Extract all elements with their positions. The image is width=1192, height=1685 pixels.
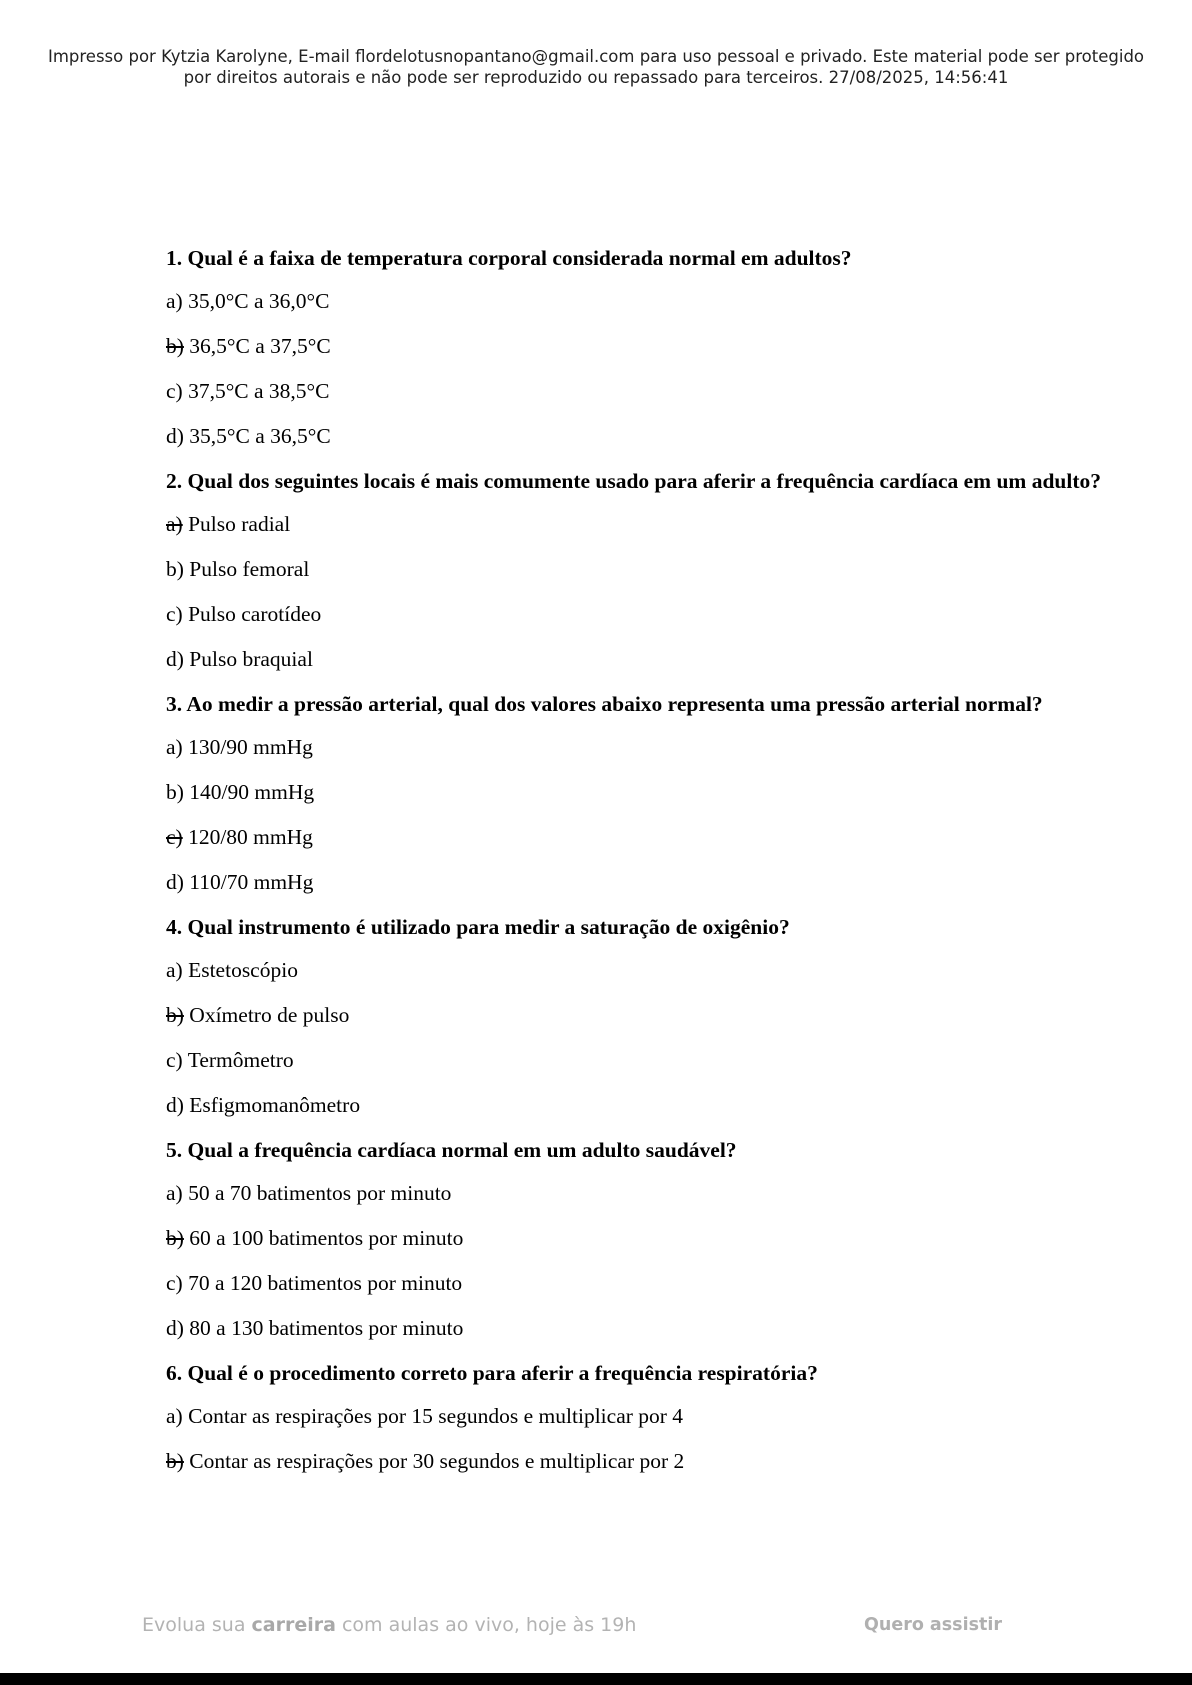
- option-c: [166, 1269, 1106, 1297]
- option-d: [166, 645, 1106, 673]
- question-list: [166, 244, 1106, 1492]
- option-text: 35,5°C a 36,5°C: [183, 424, 331, 448]
- option-letter: a): [166, 735, 183, 759]
- question-block: [166, 244, 1106, 450]
- question-text: 1. Qual é a faixa de temperatura corporal considerada normal em adultos?: [166, 246, 852, 270]
- option-letter: a): [166, 958, 183, 982]
- option-a: [166, 1179, 1106, 1207]
- option-text: 80 a 130 batimentos por minuto: [183, 1316, 464, 1340]
- option-text: 110/70 mmHg: [183, 870, 314, 894]
- option-text: Pulso braquial: [183, 647, 313, 671]
- option-text: Oxímetro de pulso: [183, 1003, 350, 1027]
- option-c: [166, 600, 1106, 628]
- option-c: [166, 377, 1106, 405]
- print-watermark: [40, 46, 1152, 88]
- promo-text-start: Evolua sua: [142, 1614, 252, 1636]
- option-letter: d): [166, 1093, 184, 1117]
- question-block: [166, 913, 1106, 1119]
- promo-text: [142, 1614, 636, 1636]
- option-text: Esfigmomanômetro: [183, 1093, 361, 1117]
- question-block: [166, 1359, 1106, 1475]
- option-letter-struck: c): [166, 825, 183, 849]
- option-letter: b): [166, 780, 184, 804]
- option-text: 36,5°C a 37,5°C: [183, 334, 331, 358]
- option-letter: c): [166, 602, 183, 626]
- option-text: Estetoscópio: [182, 958, 298, 982]
- option-letter-struck: b): [166, 1226, 184, 1250]
- option-letter-struck: b): [166, 1003, 184, 1027]
- option-letter-struck: b): [166, 334, 184, 358]
- question-text: 3. Ao medir a pressão arterial, qual dos valores abaixo representa uma pressão arterial normal?: [166, 692, 1043, 716]
- promo-text-bold: carreira: [251, 1614, 336, 1636]
- question-text: 2. Qual dos seguintes locais é mais comumente usado para aferir a frequência cardíaca em um adulto?: [166, 469, 1102, 493]
- option-letter: a): [166, 289, 183, 313]
- option-d: [166, 1314, 1106, 1342]
- option-letter: a): [166, 1181, 183, 1205]
- option-c: [166, 1046, 1106, 1074]
- question-block: [166, 1136, 1106, 1342]
- option-letter: d): [166, 1316, 184, 1340]
- option-b-marked: [166, 1224, 1106, 1252]
- watch-now-link[interactable]: Quero assistir: [863, 1615, 1002, 1635]
- option-letter: c): [166, 379, 183, 403]
- option-text: 140/90 mmHg: [183, 780, 315, 804]
- option-text: Contar as respirações por 30 segundos e multiplicar por 2: [183, 1449, 685, 1473]
- option-letter: c): [166, 1048, 183, 1072]
- watermark-line-1: Impresso por Kytzia Karolyne, E-mail flordelotusnopantano@gmail.com para uso pessoal e privado. Este material pode ser protegido: [47, 47, 1145, 66]
- option-b: [166, 555, 1106, 583]
- option-text: Termômetro: [182, 1048, 294, 1072]
- promo-text-end: com aulas ao vivo, hoje às 19h: [335, 1614, 637, 1636]
- option-text: Pulso carotídeo: [182, 602, 322, 626]
- question-text: 6. Qual é o procedimento correto para aferir a frequência respiratória?: [166, 1361, 818, 1385]
- bottom-bar: [0, 1673, 1192, 1685]
- option-b-marked: [166, 1447, 1106, 1475]
- option-letter: d): [166, 647, 184, 671]
- question-block: [166, 467, 1106, 673]
- option-text: Pulso radial: [182, 512, 291, 536]
- option-c-marked: [166, 823, 1106, 851]
- option-b: [166, 778, 1106, 806]
- option-letter-struck: a): [166, 512, 183, 536]
- option-a: [166, 956, 1106, 984]
- watermark-line-2: por direitos autorais e não pode ser reproduzido ou repassado para terceiros. 27/08/2025, 14:56:41: [183, 68, 1009, 87]
- option-letter: d): [166, 870, 184, 894]
- question-text: 5. Qual a frequência cardíaca normal em um adulto saudável?: [166, 1138, 737, 1162]
- option-text: Contar as respirações por 15 segundos e multiplicar por 4: [182, 1404, 684, 1428]
- option-text: 37,5°C a 38,5°C: [182, 379, 330, 403]
- question-text: 4. Qual instrumento é utilizado para medir a saturação de oxigênio?: [166, 915, 790, 939]
- option-text: Pulso femoral: [183, 557, 310, 581]
- option-text: 70 a 120 batimentos por minuto: [182, 1271, 463, 1295]
- option-a: [166, 733, 1106, 761]
- promo-footer: [142, 1614, 1002, 1644]
- option-text: 60 a 100 batimentos por minuto: [183, 1226, 464, 1250]
- option-a: [166, 1402, 1106, 1430]
- option-b-marked: [166, 1001, 1106, 1029]
- option-a: [166, 287, 1106, 315]
- option-letter: d): [166, 424, 184, 448]
- option-letter: c): [166, 1271, 183, 1295]
- option-text: 130/90 mmHg: [182, 735, 313, 759]
- option-text: 50 a 70 batimentos por minuto: [182, 1181, 452, 1205]
- option-d: [166, 422, 1106, 450]
- option-text: 35,0°C a 36,0°C: [182, 289, 330, 313]
- option-d: [166, 1091, 1106, 1119]
- option-a-marked: [166, 510, 1106, 538]
- option-b-marked: [166, 332, 1106, 360]
- option-d: [166, 868, 1106, 896]
- option-letter: b): [166, 557, 184, 581]
- question-block: [166, 690, 1106, 896]
- option-letter: a): [166, 1404, 183, 1428]
- option-text: 120/80 mmHg: [182, 825, 313, 849]
- option-letter-struck: b): [166, 1449, 184, 1473]
